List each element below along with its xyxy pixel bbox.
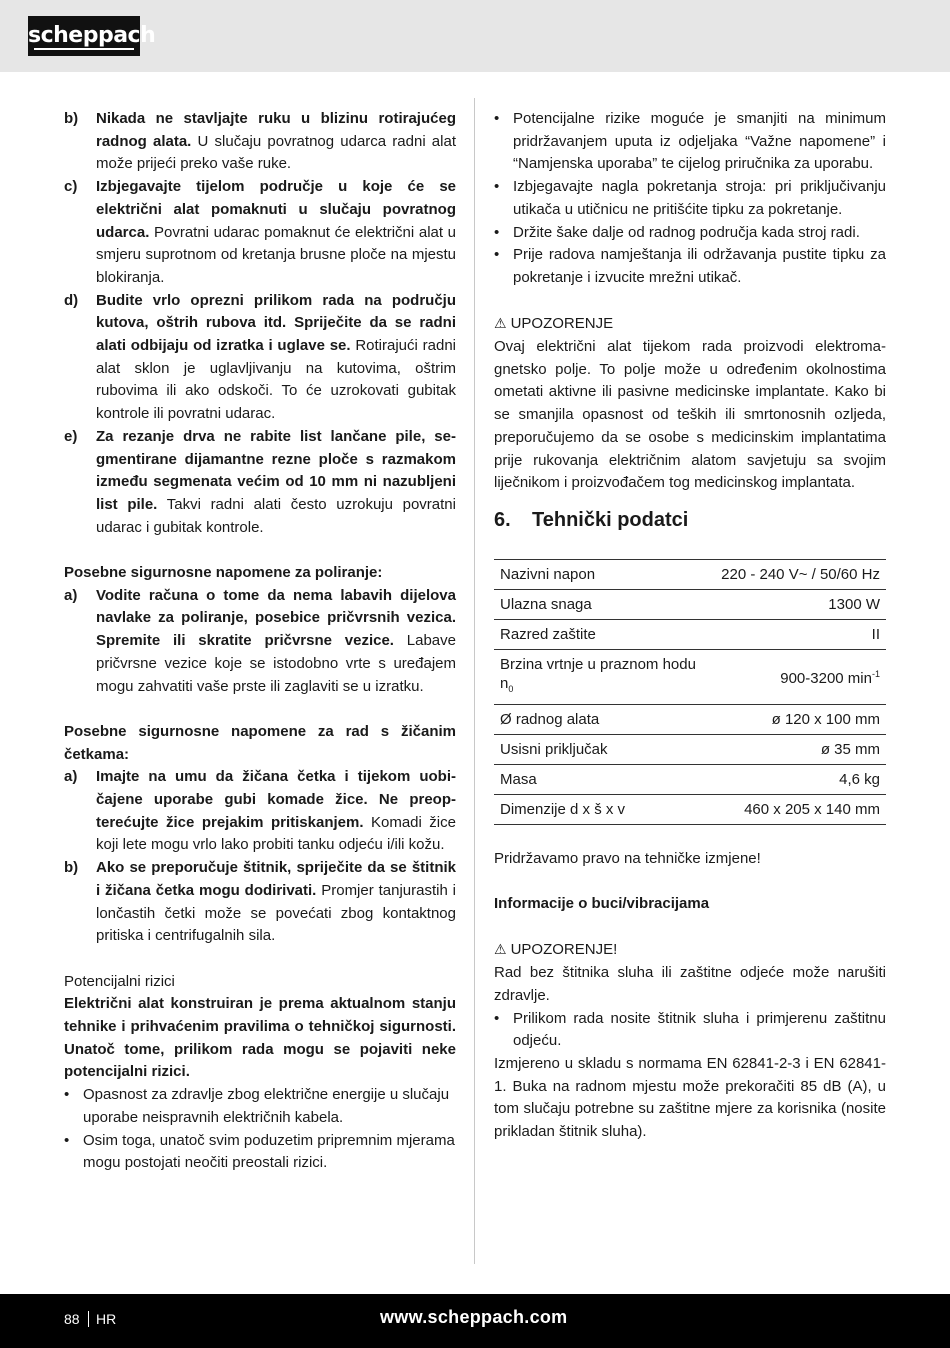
warning-heading	[494, 312, 886, 336]
spec-label: Usisni priključak	[494, 734, 715, 764]
bullet-text: Osim toga, unatoč svim poduzetim pripremnim mjerama mogu postojati neočiti preostali rizici.	[83, 1131, 455, 1172]
spec-value: ø 120 x 100 mm	[715, 704, 886, 734]
warning-triangle-icon: ⚠	[494, 941, 507, 958]
item-normal-text: Rotirajući radni alat sklon je uglavljivanju na kutovima, oštrim rubovima ili ako odskoči. To će uzrokovati gubitak kontrole ili povratni udarac.	[96, 337, 456, 423]
bullet-text: Prije radova namještanja ili održavanja pustite tipku za pokretanje i izvucite mrežni utikač.	[513, 246, 886, 286]
page-number: 88	[64, 1311, 80, 1327]
item-label: d)	[64, 291, 79, 309]
item-bold-text: Imajte na umu da žičana četka i tijekom uobičajene uporabe gubi komade žice. Ne preopterećujte žice prejakim pritiskanjem.	[96, 768, 456, 831]
spec-label: Ø radnog alata	[494, 704, 715, 734]
bullet-item	[494, 176, 886, 221]
item-normal-text: U slučaju povratnog udarca radni alat može prijeći preko vaše ruke.	[96, 132, 456, 173]
spec-value-superscript: -1	[871, 669, 880, 680]
table-row	[494, 734, 886, 764]
spec-value: 220 - 240 V~ / 50/60 Hz	[715, 559, 886, 589]
website-link[interactable]: www.scheppach.com	[380, 1307, 568, 1327]
spec-label: Ulazna snaga	[494, 589, 715, 619]
item-label: e)	[64, 427, 78, 445]
bullet-item	[494, 1008, 886, 1053]
spec-label: Nazivni napon	[494, 559, 715, 589]
section-number: 6.	[494, 508, 511, 531]
measurement-text: Izmjereno u skladu s normama EN 62841-2-3 i EN 62841-1. Buka na radnom mjestu može prekoračiti 85 dB (A), u tom slučaju potrebne su zaštitne mjere za korisnika (nosite prikladan štitnik sluha).	[494, 1054, 886, 1141]
list-item	[64, 857, 456, 948]
right-column	[494, 108, 886, 1144]
warning-title: UPOZORENJE	[510, 315, 614, 333]
item-bold-text: Nikada ne stavljajte ruku u blizinu rotirajućeg radnog alata.	[96, 110, 456, 150]
item-text	[96, 426, 456, 540]
bullet-icon: •	[64, 1086, 70, 1104]
table-row	[494, 794, 886, 824]
noise-heading: Informacije o buci/vibracijama	[494, 895, 710, 913]
language-code: HR	[96, 1311, 117, 1327]
spec-value: 1300 W	[715, 589, 886, 619]
item-label: a)	[64, 768, 78, 786]
item-normal-text: Povratni udarac pomaknut će električni alat u smjeru suprotnom od kretanja brusne ploče na mjestu blokiranja.	[96, 223, 456, 286]
list-item	[64, 426, 456, 540]
item-label: a)	[64, 586, 78, 604]
section-title: Tehnički podatci	[532, 508, 689, 531]
list-item	[64, 585, 456, 699]
bullet-icon: •	[494, 178, 500, 196]
item-text	[96, 585, 456, 699]
table-row	[494, 619, 886, 649]
item-bold-text: Ako se preporučuje štitnik, spriječite da se štitnik i žičana četka mogu dodirivati.	[96, 859, 456, 899]
bullet-text: Opasnost za zdravlje zbog električne energije u slučaju uporabe neispravnih električnih kabela.	[83, 1086, 450, 1126]
header-bar	[0, 0, 950, 72]
warning-title: UPOZORENJE!	[510, 941, 618, 959]
spec-label-subscript: 0	[508, 683, 514, 694]
noise-warning-text: Rad bez štitnika sluha ili zaštitne odjeće može narušiti zdravlje.	[494, 964, 886, 1004]
column-divider	[474, 98, 475, 1264]
item-text	[96, 766, 456, 857]
bullet-text: Držite šake dalje od radnog područja kada stroj radi.	[513, 223, 860, 241]
spec-value: II	[715, 619, 886, 649]
item-bold-text: Budite vrlo oprezni prilikom rada na području kutova, oštrih rubova itd. Spriječite da se radni alati odbijaju od izratka i uglave se.	[96, 291, 456, 355]
table-row	[494, 589, 886, 619]
emf-warning-text: Ovaj električni alat tijekom rada proizvodi elektromagnetsko polje. To polje može u određenim okolnostima ometati aktivne ili pasivne medicinske implantate. Kako bi se smanjila opasnost od teških ili smrtonosnih ozljeda, preporučujemo da se osobe s medicinskim implantatima prije rukovanja električnim alatom savjetuju sa svojim liječnikom i proizvođačem tog medicinskog implantata.	[494, 338, 886, 492]
wire-brush-heading: Posebne sigurnosne napomene za rad s žičanim četkama:	[64, 722, 456, 763]
bullet-text: Potencijalne rizike moguće je smanjiti na minimum pridržavanjem uputa iz odjeljaka “Važne napomene” i “Namjenska uporaba” te cijelog priručnika za uporabu.	[513, 110, 886, 173]
item-bold-text: Vodite računa o tome da nema labavih dijelova navlake za poliranje, posebice pričvrsnih vezica. Spremite ili skratite pričvrsne vezice.	[96, 586, 456, 650]
spec-label-text: Brzina vrtnje u praznom hodu n	[500, 655, 696, 692]
technical-data-table	[494, 559, 886, 825]
list-item	[64, 108, 456, 176]
bullet-icon: •	[494, 110, 500, 127]
table-row	[494, 649, 886, 704]
warning-heading	[494, 938, 886, 962]
brand-logo	[28, 16, 156, 56]
bullet-icon: •	[494, 246, 500, 264]
bullet-text: Prilikom rada nosite štitnik sluha i primjerenu zaštitnu odjeću.	[513, 1009, 886, 1050]
polishing-heading: Posebne sigurnosne napomene za poliranje:	[64, 564, 383, 582]
table-row	[494, 764, 886, 794]
footer-bar	[0, 1294, 950, 1348]
warning-triangle-icon: ⚠	[494, 315, 507, 332]
section-heading	[494, 507, 886, 533]
risks-heading: Potencijalni rizici	[64, 972, 175, 990]
spec-label: Masa	[494, 764, 715, 794]
spec-label: Dimenzije d x š x v	[494, 794, 715, 824]
item-normal-text: Labave pričvrsne vezice koje se istodobno vrte s uređajem mogu zahvatiti vaše prste ili zaglaviti se u izratku.	[96, 632, 456, 695]
kickback-list	[64, 108, 456, 539]
spec-value: 460 x 205 x 140 mm	[715, 794, 886, 824]
item-label: b)	[64, 859, 79, 877]
bullet-icon: •	[64, 1131, 70, 1149]
bullet-item	[494, 244, 886, 289]
list-item	[64, 766, 456, 857]
bullet-item	[494, 222, 886, 245]
list-item	[64, 290, 456, 426]
item-text	[96, 290, 456, 426]
spec-label	[494, 649, 715, 704]
bullet-item	[494, 108, 886, 176]
left-column	[64, 108, 456, 1175]
item-bold-text: Izbjegavajte tijelom područje u koje će se električni alat pomaknuti u slučaju povratnog udarca.	[96, 178, 456, 241]
spec-value	[715, 649, 886, 704]
spec-value-text: 900-3200 min	[780, 670, 872, 688]
spec-value: 4,6 kg	[715, 764, 886, 794]
item-normal-text: Komadi žice koji lete mogu vrlo lako probiti tanku odjeću i/ili kožu.	[96, 813, 456, 854]
risks-intro: Električni alat konstruiran je prema aktualnom stanju tehnike i prihvaćenim pravilima o tehničkoj sigurnosti. Unatoč tome, prilikom rada mogu se pojaviti neke potencijalni rizici.	[64, 995, 456, 1081]
bullet-item	[64, 1084, 456, 1129]
reserve-note: Pridržavamo pravo na tehničke izmjene!	[494, 849, 761, 867]
item-normal-text: Takvi radni alati često uzrokuju povratni udarac i gubitak kontrole.	[96, 495, 456, 536]
item-bold-text: Za rezanje drva ne rabite list lančane pile, segmentirane dijamantne rezne ploče s razmakom između segmenata većim od 10 mm ni nazubljeni list pile.	[96, 427, 456, 513]
table-row	[494, 559, 886, 589]
bullet-icon: •	[494, 1009, 500, 1027]
table-row	[494, 704, 886, 734]
item-label: b)	[64, 110, 79, 127]
item-label: c)	[64, 178, 78, 196]
spec-label: Razred zaštite	[494, 619, 715, 649]
spec-value: ø 35 mm	[715, 734, 886, 764]
item-normal-text: Promjer tanjurastih i lončastih četki može se povećati zbog kontaktnog pritiska i centrifugalnih sila.	[96, 881, 456, 945]
logo-text: scheppach	[28, 23, 156, 48]
list-item	[64, 176, 456, 290]
page-separator	[88, 1311, 89, 1327]
bullet-text: Izbjegavajte nagla pokretanja stroja: pri priključivanju utikača u utičnicu ne pritišćite tipku za pokretanje.	[513, 178, 886, 218]
bullet-item	[64, 1130, 456, 1175]
item-text	[96, 857, 456, 948]
logo-underline	[34, 48, 134, 50]
item-text	[96, 108, 456, 176]
item-text	[96, 176, 456, 290]
bullet-icon: •	[494, 223, 500, 241]
